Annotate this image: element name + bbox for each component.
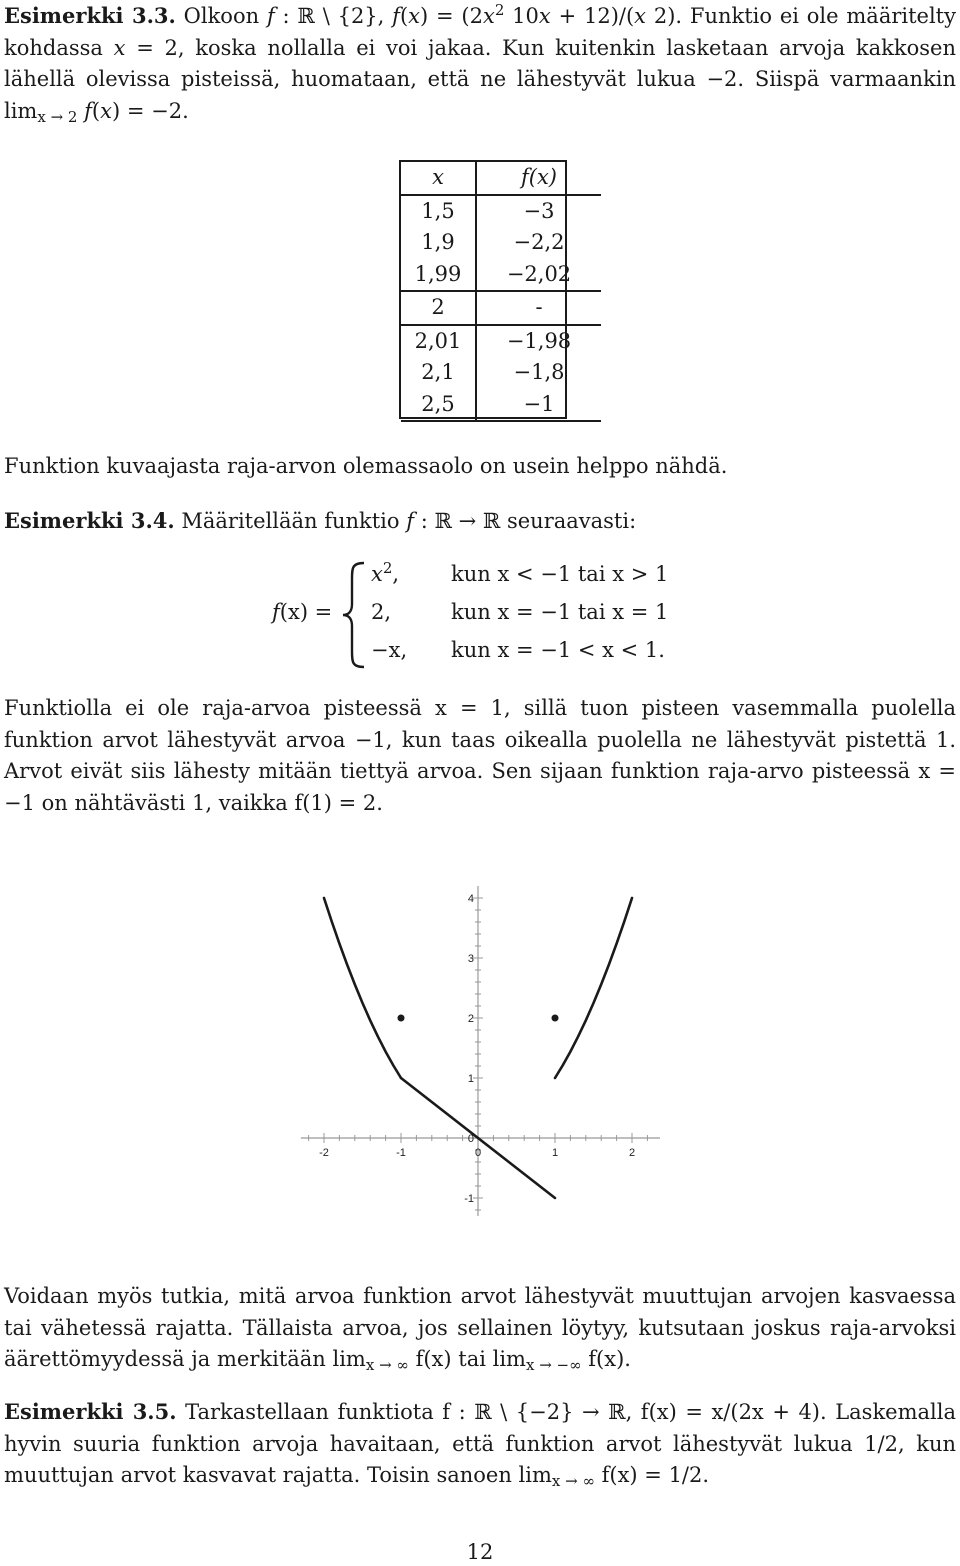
text: : ℝ \ {2}, <box>274 4 393 28</box>
cell-x: 1,9 <box>401 227 476 259</box>
text: : ℝ → ℝ seuraavasti: <box>414 509 637 533</box>
limit-subscript: x → ∞ <box>551 1472 595 1490</box>
math-var: f <box>266 4 275 28</box>
superscript: 2 <box>382 559 393 577</box>
series-line-3 <box>555 898 632 1078</box>
example-3-4-paragraph <box>4 505 956 538</box>
piecewise-definition <box>0 560 960 670</box>
text: , <box>392 562 400 586</box>
cell-x: 1,99 <box>401 259 476 292</box>
condition: kun x < −1 tai x > 1 <box>451 562 669 586</box>
math-var: x <box>113 35 126 60</box>
table-row <box>401 325 601 358</box>
text: Määritellään funktio <box>174 509 407 533</box>
example-3-5-paragraph <box>4 1396 956 1492</box>
cell-x: 1,5 <box>401 195 476 228</box>
cell-fx: −2,02 <box>506 261 572 286</box>
piecewise-row-2 <box>371 600 669 624</box>
text: Tarkastellaan funktiota f : ℝ \ {−2} → ℝ, f(x) = x/(2x + 4). Laskemalla hyvin suuria funktion arvoja havaitaan, että funktion arvot lähestyvät lukua 1/2, kun muuttujan arvot kasvavat rajatta. Toisin sanoen lim <box>4 1400 956 1487</box>
limit-paragraph: Funktiolla ei ole raja-arvoa pisteessä x = 1, sillä tuon pisteen vasemmalla puolella funktion arvot lähestyvät arvoa −1, kun taas oikealla puolella ne lähestyvät pistettä 1. Arvot eivät siis lähesty mitään tiettyä arvoa. Sen sijaan funktion raja-arvo pisteessä x = −1 on nähtävästi 1, vaikka f(1) = 2. <box>4 696 956 815</box>
text: Voidaan myös tutkia, mitä arvoa funktion arvot lähestyvät muuttujan arvojen kasvaessa tai vähetessä rajatta. Tällaista arvoa, jos sellainen löytyy, kutsutaan joskus raja-arvoksi äärettömyydessä ja merkitään lim <box>4 1284 956 1371</box>
math-var: x <box>100 98 112 123</box>
page-number: 12 <box>466 1540 494 1564</box>
limit-subscript: x → ∞ <box>365 1356 409 1374</box>
text: ( <box>399 4 409 28</box>
example-3-3-paragraph <box>4 0 956 127</box>
cell-fx: −1 <box>476 389 601 422</box>
text: f(x) tai lim <box>408 1347 526 1371</box>
y-tick-label: -1 <box>464 1193 474 1205</box>
y-tick-label: 3 <box>467 953 474 965</box>
table-row <box>401 389 601 422</box>
table-row <box>401 259 601 292</box>
math-var: f <box>77 98 92 123</box>
cell-fx: −3 <box>523 198 555 223</box>
table-header-x <box>401 162 476 195</box>
left-brace-icon <box>340 560 368 670</box>
table-header-row <box>401 162 601 195</box>
text: 2, <box>371 600 392 624</box>
cell-x: 2,5 <box>401 389 476 422</box>
text: f(x) = 1/2. <box>594 1463 710 1487</box>
data-point <box>552 1015 559 1022</box>
text: = 2, koska nollalla ei voi jakaa. Kun kuitenkin lasketaan arvoja kakkosen lähellä olevissa pisteissä, huomataan, että ne lähestyvät lukua −2. Siispä varmaankin lim <box>4 35 956 123</box>
text: −x, <box>371 638 408 662</box>
x-tick-label: 1 <box>551 1147 559 1159</box>
data-point <box>398 1015 405 1022</box>
table-row <box>401 291 601 325</box>
cell-fx: −2,2 <box>513 230 565 254</box>
text: 2). Funktio ei ole määritelty kohdassa <box>4 4 956 60</box>
math-var: x <box>371 562 383 586</box>
example-3-5-label: Esimerkki 3.5. <box>4 1399 177 1424</box>
math-var: f <box>392 4 400 28</box>
math-var: f <box>272 600 280 624</box>
infinity-paragraph <box>4 1281 956 1376</box>
limit-subscript: x → −∞ <box>525 1356 582 1374</box>
table-row <box>401 357 601 389</box>
example-3-4-label: Esimerkki 3.4. <box>4 508 175 533</box>
y-tick-label: 2 <box>467 1013 474 1025</box>
x-tick-label: -2 <box>319 1147 329 1159</box>
piecewise-row-1 <box>371 559 669 586</box>
piecewise-lhs <box>272 600 332 624</box>
cell-x: 2 <box>401 291 476 325</box>
y-tick-label: 0 <box>467 1133 474 1145</box>
piecewise-row-3 <box>371 638 665 662</box>
text: ( <box>91 98 101 123</box>
y-tick-label: 4 <box>467 893 474 905</box>
series-line-1 <box>324 898 401 1078</box>
cell-x: 2,01 <box>401 325 476 358</box>
math-var: x <box>538 4 551 28</box>
x-tick-label: -1 <box>396 1147 406 1159</box>
table-header-fx <box>476 162 601 195</box>
table-row <box>401 227 601 259</box>
header-fx-text: f(x) <box>520 165 557 189</box>
limit-subscript: x → 2 <box>37 107 78 126</box>
text: Olkoon <box>175 4 267 28</box>
superscript: 2 <box>494 1 505 19</box>
condition: kun x = −1 tai x = 1 <box>451 600 669 624</box>
x-tick-label: 0 <box>474 1147 482 1159</box>
x-tick-label: 2 <box>628 1147 636 1159</box>
value-table <box>401 162 601 422</box>
function-graph <box>300 880 660 1220</box>
header-x-text: x <box>432 165 444 189</box>
condition: kun x = −1 < x < 1. <box>451 638 665 662</box>
cell-fx: - <box>476 291 601 325</box>
math-var: x <box>408 4 420 28</box>
cell-x: 2,1 <box>401 357 476 389</box>
text: (x) = <box>279 600 333 624</box>
text: + 12)/( <box>550 4 635 28</box>
table-row <box>401 195 601 228</box>
math-var: x <box>634 4 647 28</box>
cell-fx: −1,98 <box>506 328 572 353</box>
text: f(x). <box>581 1347 631 1371</box>
math-var: f <box>406 509 415 533</box>
y-tick-label: 1 <box>467 1073 474 1085</box>
graph-intro-paragraph: Funktion kuvaajasta raja-arvon olemassaolo on usein helppo nähdä. <box>4 454 728 478</box>
text: 10 <box>504 4 539 28</box>
example-3-3-label: Esimerkki 3.3. <box>4 3 176 28</box>
text: ) = (2 <box>419 4 483 28</box>
text: ) = −2. <box>111 98 189 123</box>
cell-fx: −1,8 <box>513 360 565 384</box>
math-var: x <box>482 4 495 28</box>
